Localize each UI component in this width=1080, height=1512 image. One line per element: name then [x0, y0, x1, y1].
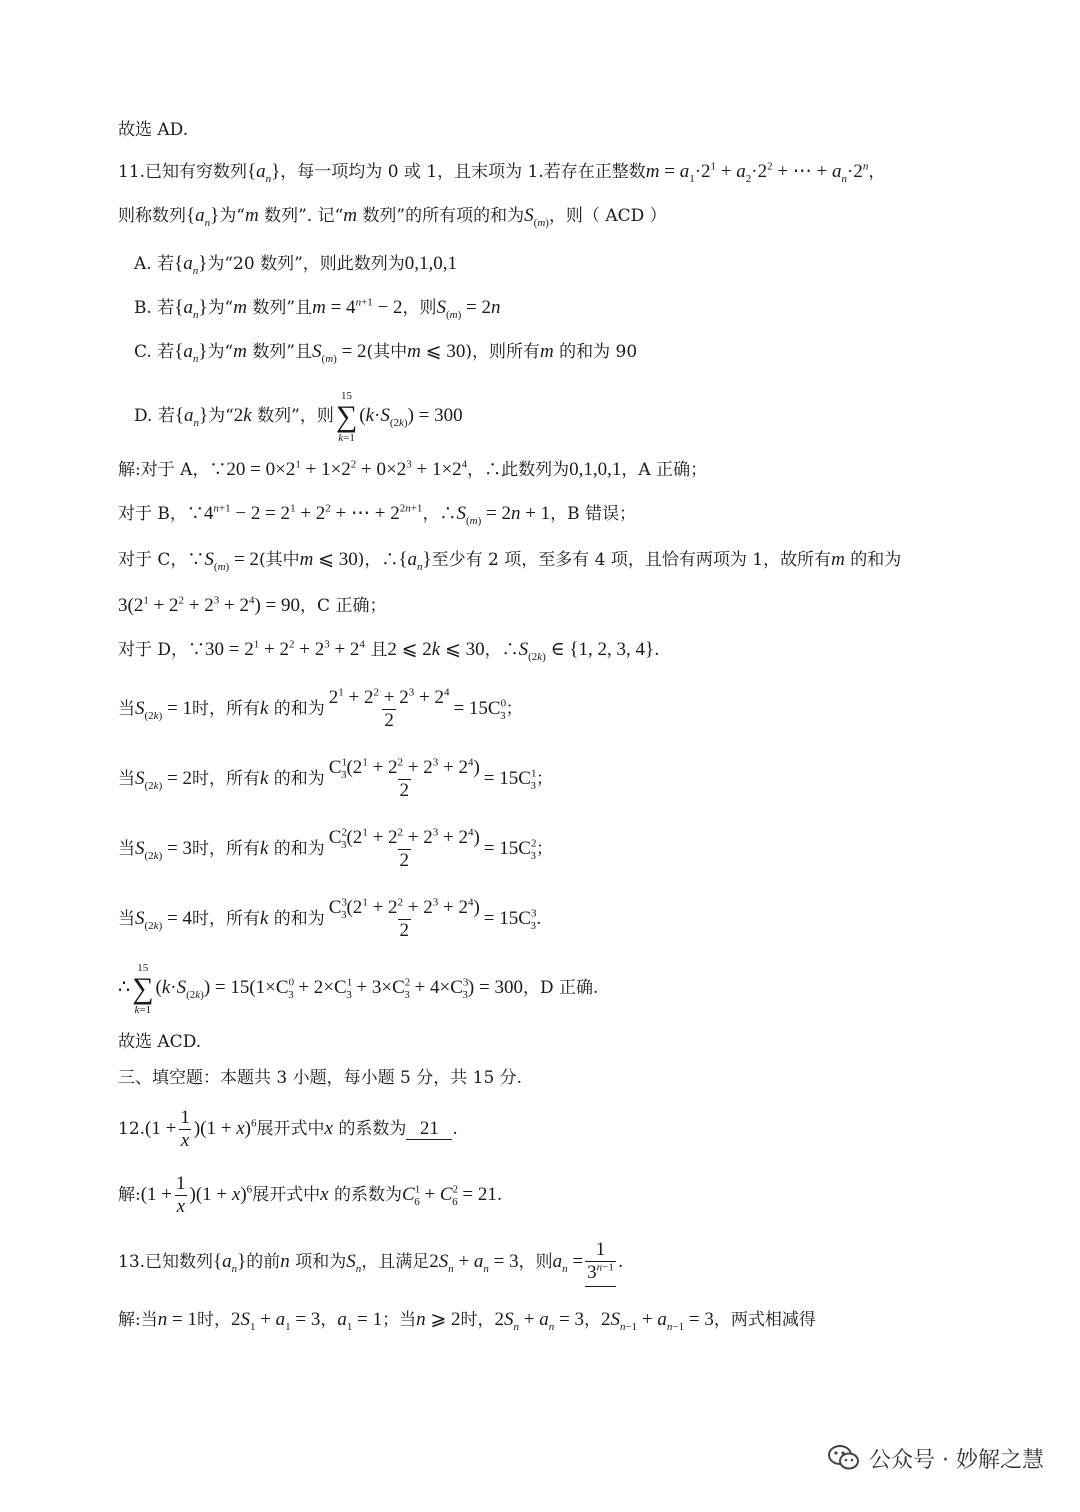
solution-d-conclusion: ∴ 15 ∑ k=1 $(k\cdot S_{(2k)}) = 15(1\times C^0_3 + 2\times C^1_3 + 3\times C^2_3 + 4\times C^3_3) = 300$，D 正确. [118, 961, 599, 1016]
text-line: 故选 AD. [118, 120, 189, 140]
watermark [827, 1440, 1044, 1476]
answer-blank: 21 [406, 1119, 452, 1140]
option-c: C. 若$\{a_n\}$为“m 数列”且$S_{(m)} = 2$(其中m ⩽ 30)，则所有m 的和为 90 [134, 341, 638, 365]
case-s1: 当$S_{(2k)} = 1$时，所有k 的和为 $\frac{2^1 + 2^2 + 2^3 + 2^4}{2}$ = $15C^0_3$； [118, 686, 523, 731]
solution-c-cont: $3(2^1 + 2^2 + 2^3 + 2^4) = 90$，C 正确； [118, 594, 387, 616]
solution-d: 对于 D，∵30 = $2^1 + 2^2 + 2^3 + 2^4$ 且2 ⩽ 2k ⩽ 30，$\therefore S_{(2k)}$ ∈ {1, 2, 3, 4}. [118, 638, 660, 663]
solution-a: 解:对于 A，∵20 = $0\times 2^1 + 1\times 2^2 + 0\times 2^3 + 1\times 2^4$，∴此数列为0,1,0,1，A 正确； [118, 458, 708, 480]
text-line: 故选 ACD. [118, 1032, 202, 1052]
problem-12: 12.(1 + $\frac{1}{x}$ )$(1 + x)^6$展开式中x 的系数为 21 . [118, 1107, 458, 1151]
case-s2: 当$S_{(2k)} = 2$时，所有k 的和为 $\frac{C^1_3(2^1 + 2^2 + 2^3 + 2^4)}{2}$ = $15C^1_3$； [118, 756, 553, 801]
problem-11-stem: 11.已知有穷数列$\{a_n\}$，每一项均为 0 或 1，且末项为 1.若存在正整数$m = a_1\cdot 2^1 + a_2\cdot 2^2$ + ⋯ + $a_n\cdot 2^n$， [118, 160, 886, 185]
option-a: A. 若$\{a_n\}$为“20 数列”，则此数列为0,1,0,1 [134, 253, 458, 277]
option-d: D. 若$\{a_n\}$为“2k 数列”，则 15 ∑ k=1 $(k\cdot S_{(2k)}) = 300$ [134, 389, 463, 444]
case-s3: 当$S_{(2k)} = 3$时，所有k 的和为 $\frac{C^2_3(2^1 + 2^2 + 2^3 + 2^4)}{2}$ = $15C^2_3$； [118, 826, 553, 871]
solution-b: 对于 B，$\because 4^{n+1} - 2 = 2^1 + 2^2$ + ⋯ + $2^{2n+1}$，$\therefore S_{(m)} = 2n + 1$，B 错误； [118, 502, 637, 527]
problem-13: 13.已知数列$\{a_n\}$的前n 项和为$S_n$，且满足$2S_n + a_n = 3$，则$a_n$ = $\frac{1}{3^{n-1}}$ . [118, 1234, 1020, 1290]
problem-12-solution: 解:(1 + $\frac{1}{x}$ )$(1 + x)^6$展开式中x 的系数为$C^1_6 + C^2_6 = 21$. [118, 1173, 503, 1217]
option-b: B. 若$\{a_n\}$为“m 数列”且$m = 4^{n+1} - 2$，则$S_{(m)} = 2n$ [134, 296, 501, 321]
wechat-icon [827, 1443, 861, 1473]
section-heading: 三、填空题：本题共 3 小题，每小题 5 分，共 15 分. [118, 1068, 523, 1088]
watermark-text: 公众号 · 妙解之慧 [869, 1447, 1044, 1473]
solution-c: 对于 C，$\because S_{(m)} = 2$(其中m ⩽ 30)，$\therefore\{a_n\}$至少有 2 项，至多有 4 项，且恰有两项为 1，故所有m 的和为 [118, 549, 902, 573]
case-s4: 当$S_{(2k)} = 4$时，所有k 的和为 $\frac{C^3_3(2^1 + 2^2 + 2^3 + 2^4)}{2}$ = $15C^3_3$. [118, 896, 542, 941]
problem-13-solution: 解:当n = 1时，$2S_1 + a_1 = 3$，$a_1 = 1$；当n ⩾ 2时，$2S_n + a_n = 3$，$2S_{n-1} + a_{n-1} = 3$，两式相减得 [118, 1309, 816, 1333]
problem-11-stem-cont: 则称数列$\{a_n\}$为“m 数列”. 记“m 数列”的所有项的和为$S_{(m)}$，则（ ACD ） [118, 205, 667, 229]
